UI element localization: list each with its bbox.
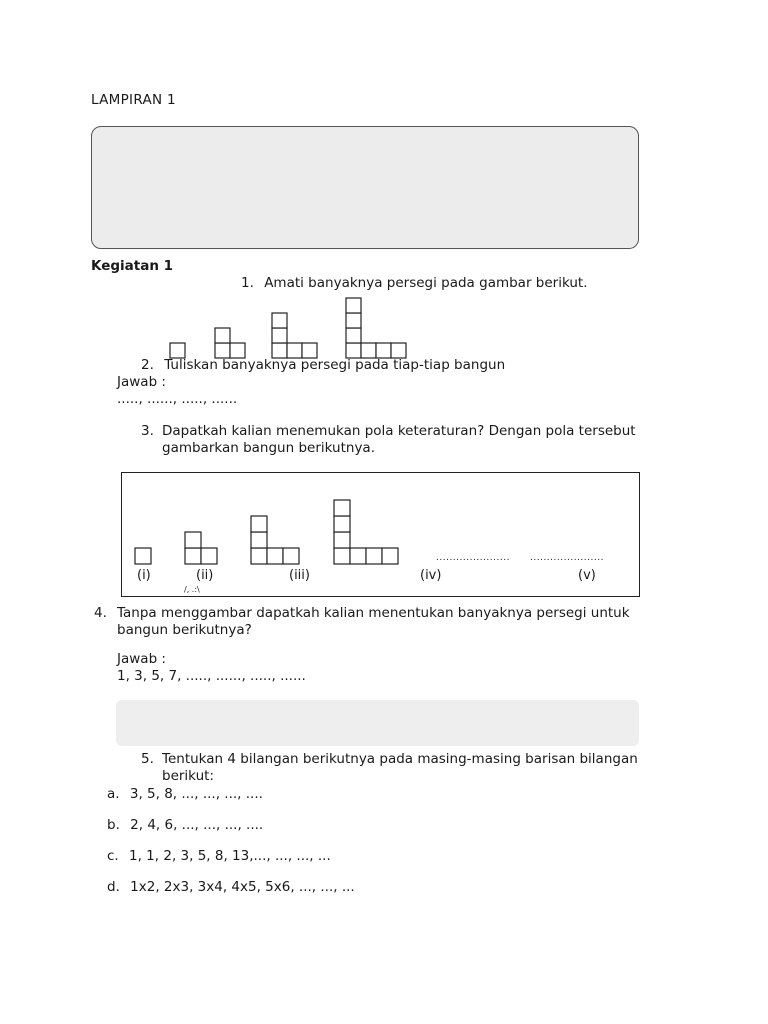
question-4-number: 4. [94,605,107,621]
square [334,548,350,564]
question-1-text: Amati banyaknya persegi pada gambar berikut. [264,275,588,291]
question-5-line-2: berikut: [162,768,214,784]
square [215,343,230,358]
square [251,548,267,564]
question-4-answer-label: Jawab : [117,651,166,667]
square [267,548,283,564]
square [215,328,230,343]
square [272,328,287,343]
square [302,343,317,358]
square [230,343,245,358]
square [334,500,350,516]
square-pattern-figure [160,290,420,365]
figure-label-v: (v) [578,568,596,583]
square [346,313,361,328]
square [185,532,201,548]
page-heading: LAMPIRAN 1 [91,92,176,108]
question-2-answer-label: Jawab : [117,374,166,390]
square [283,548,299,564]
objective-box [91,126,639,249]
sequence-item-marker: b. [107,817,120,833]
square [170,343,185,358]
sequence-item-b [107,817,263,833]
question-2-answer-blanks: ....., ......, ....., ...... [117,391,238,407]
question-4-line-2: bangun berikutnya? [117,622,252,638]
question-3-line-2: gambarkan bangun berikutnya. [162,440,375,456]
square [391,343,406,358]
square [251,516,267,532]
pattern-shape-2 [215,328,245,358]
figure-blank-iv: ...................... [436,553,510,563]
figure-shape-2 [185,532,217,564]
square [366,548,382,564]
square [272,313,287,328]
square [346,298,361,313]
square [287,343,302,358]
question-3-line-1: Dapatkah kalian menemukan pola keteraturan? Dengan pola tersebut [162,423,636,439]
figure-label-ii: (ii) [196,568,214,583]
pattern-shape-3 [272,313,317,358]
square [251,532,267,548]
square [361,343,376,358]
square [201,548,217,564]
question-4-answer-sequence: 1, 3, 5, 7, ....., ......, ....., ...... [117,668,306,684]
square [185,548,201,564]
square [376,343,391,358]
pattern-shape-4 [346,298,406,358]
question-2 [141,357,505,373]
figure-label-i: (i) [137,568,151,583]
question-4-line-1: Tanpa menggambar dapatkah kalian menentukan banyaknya persegi untuk [117,605,630,621]
square [334,532,350,548]
question-1 [241,275,588,291]
pattern-shape-1 [170,343,185,358]
square [346,343,361,358]
square [350,548,366,564]
sequence-item-marker: d. [107,879,120,895]
square [135,548,151,564]
figure-blank-v: ...................... [530,553,604,563]
figure-label-iv: (iv) [420,568,442,583]
sequence-item-marker: a. [107,786,120,802]
sequence-item-text: 3, 5, 8, ..., ..., ..., .... [129,786,263,802]
figure-partial-label: /, .:\ [184,585,200,594]
sequence-item-d [107,879,355,895]
pattern-figure-box [121,472,640,597]
activity-title: Kegiatan 1 [91,258,174,274]
sequence-item-text: 2, 4, 6, ..., ..., ..., .... [130,817,264,833]
question-2-text: Tuliskan banyaknya persegi pada tiap-tiap bangun [164,357,506,373]
square [346,328,361,343]
square [382,548,398,564]
square [272,343,287,358]
figure-shape-1 [135,548,151,564]
question-1-number: 1. [241,275,254,291]
answer-shaded-box [116,700,639,746]
square [334,516,350,532]
sequence-item-c [107,848,331,864]
question-5-line-1: Tentukan 4 bilangan berikutnya pada masing-masing barisan bilangan [162,751,638,767]
figure-label-iii: (iii) [289,568,310,583]
figure-shape-4 [334,500,398,564]
figure-shape-3 [251,516,299,564]
question-5-number: 5. [141,751,154,767]
sequence-item-text: 1x2, 2x3, 3x4, 4x5, 5x6, ..., ..., ... [130,879,355,895]
question-3-number: 3. [141,423,154,439]
sequence-item-text: 1, 1, 2, 3, 5, 8, 13,..., ..., ..., ... [129,848,331,864]
question-2-number: 2. [141,357,154,373]
sequence-item-a [107,786,263,802]
sequence-item-marker: c. [107,848,119,864]
